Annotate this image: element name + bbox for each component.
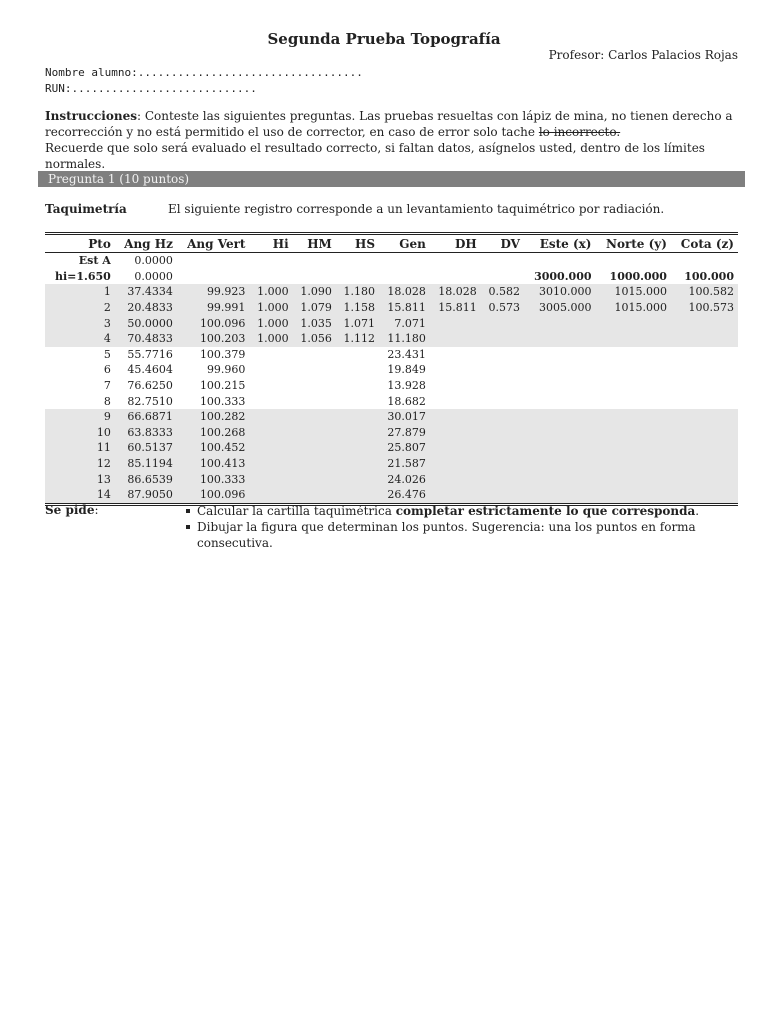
table-cell xyxy=(293,269,336,285)
table-cell: 55.7716 xyxy=(127,347,173,361)
table-cell xyxy=(336,269,379,285)
table-cell xyxy=(524,471,596,487)
table-cell: 1.180 xyxy=(336,284,379,300)
table-cell xyxy=(430,315,481,331)
table-cell xyxy=(249,471,292,487)
table-cell xyxy=(524,331,596,347)
table-cell xyxy=(430,269,481,285)
table-cell: 99.960 xyxy=(206,363,246,377)
table-cell xyxy=(481,425,524,441)
table-cell: 37.4334 xyxy=(115,284,177,300)
table-cell xyxy=(481,315,524,331)
table-cell: 25.807 xyxy=(379,440,430,456)
question-title: Pregunta 1 (10 puntos) xyxy=(48,172,190,186)
requirements-list xyxy=(186,503,768,551)
list-item xyxy=(186,503,768,519)
table-cell: 1000.000 xyxy=(609,269,667,283)
table-cell xyxy=(524,393,596,409)
table-cell xyxy=(430,331,481,347)
instructions xyxy=(45,108,735,172)
table-row xyxy=(45,440,738,456)
table-cell xyxy=(336,456,379,472)
table-cell: 85.1194 xyxy=(115,456,177,472)
table-cell xyxy=(524,315,596,331)
table-cell xyxy=(430,440,481,456)
table-cell xyxy=(430,487,481,504)
table-cell: 18.028 xyxy=(379,284,430,300)
table-cell xyxy=(336,471,379,487)
table-cell xyxy=(524,362,596,378)
table-cell xyxy=(379,253,430,269)
column-header: HS xyxy=(336,234,379,253)
column-header: DV xyxy=(481,234,524,253)
table-cell: 0.0000 xyxy=(134,269,173,283)
table-cell xyxy=(336,425,379,441)
table-cell xyxy=(293,378,336,394)
table-cell: 15.811 xyxy=(430,300,481,316)
table-cell: 9 xyxy=(45,409,115,425)
table-row xyxy=(45,362,738,378)
table-cell: 76.6250 xyxy=(127,379,173,393)
table-cell xyxy=(336,347,379,363)
table-cell: 1.000 xyxy=(249,331,292,347)
table-cell xyxy=(481,487,524,504)
table-cell: 19.849 xyxy=(387,363,426,377)
table-cell xyxy=(293,425,336,441)
table-cell: 1.035 xyxy=(293,315,336,331)
student-run-line: RUN:............................ xyxy=(45,82,257,95)
table-cell: 100.096 xyxy=(177,315,250,331)
table-cell: 6 xyxy=(103,363,111,377)
table-cell xyxy=(430,253,481,269)
table-cell: 27.879 xyxy=(379,425,430,441)
table-cell: 8 xyxy=(103,394,111,408)
table-cell: 1.158 xyxy=(336,300,379,316)
table-cell xyxy=(430,471,481,487)
table-cell xyxy=(671,347,738,363)
table-cell: 100.413 xyxy=(177,456,250,472)
table-cell xyxy=(596,362,671,378)
table-cell: 15.811 xyxy=(379,300,430,316)
table-cell xyxy=(177,269,250,285)
table-cell xyxy=(671,440,738,456)
table-cell xyxy=(249,253,292,269)
table-cell xyxy=(481,393,524,409)
column-header: DH xyxy=(430,234,481,253)
table-cell xyxy=(596,471,671,487)
table-row xyxy=(45,471,738,487)
table-cell: 3010.000 xyxy=(524,284,596,300)
table-cell xyxy=(293,347,336,363)
table-cell xyxy=(481,471,524,487)
section-description: El siguiente registro corresponde a un levantamiento taquimétrico por radiación. xyxy=(168,202,665,216)
table-cell xyxy=(524,456,596,472)
table-cell xyxy=(430,425,481,441)
requirements-label xyxy=(45,503,99,517)
survey-register-table xyxy=(45,232,738,506)
table-row xyxy=(45,409,738,425)
table-cell: hi=1.650 xyxy=(54,269,111,283)
table-cell xyxy=(249,378,292,394)
table-cell: 60.5137 xyxy=(115,440,177,456)
table-cell xyxy=(596,253,671,269)
page-title: Segunda Prueba Topografía xyxy=(267,30,501,48)
table-cell: 4 xyxy=(45,331,115,347)
table-row xyxy=(45,393,738,409)
table-row xyxy=(45,331,738,347)
section-label: Taquimetría xyxy=(45,202,127,216)
table-cell xyxy=(671,425,738,441)
table-cell xyxy=(293,253,336,269)
table-cell xyxy=(336,378,379,394)
table-cell xyxy=(596,331,671,347)
table-cell xyxy=(671,253,738,269)
table-cell: 3 xyxy=(45,315,115,331)
table-cell: 100.379 xyxy=(199,347,246,361)
table-cell xyxy=(596,393,671,409)
table-cell xyxy=(249,347,292,363)
table-cell xyxy=(336,393,379,409)
instructions-text: : Conteste las siguientes preguntas. Las pruebas resueltas con lápiz de mina, no tienen derecho a recorrección y no está permitido el uso de corrector, en caso de error solo tache xyxy=(45,109,733,139)
table-cell: 3000.000 xyxy=(534,269,592,283)
table-cell xyxy=(430,409,481,425)
requirements-colon: : xyxy=(94,503,99,517)
table-cell xyxy=(177,253,250,269)
table-cell: 1015.000 xyxy=(596,300,671,316)
column-header: HM xyxy=(293,234,336,253)
table-cell xyxy=(430,347,481,363)
table-cell: 82.7510 xyxy=(127,394,173,408)
table-cell: 1.112 xyxy=(336,331,379,347)
table-cell xyxy=(524,347,596,363)
table-cell xyxy=(430,362,481,378)
table-cell: 100.215 xyxy=(199,379,246,393)
table-cell: 2 xyxy=(45,300,115,316)
table-cell xyxy=(671,378,738,394)
table-row xyxy=(45,456,738,472)
table-cell: 13 xyxy=(45,471,115,487)
table-cell: 3005.000 xyxy=(524,300,596,316)
column-header: Este (x) xyxy=(524,234,596,253)
table-cell xyxy=(481,331,524,347)
table-header-row xyxy=(45,234,738,253)
requirement-1-end: . xyxy=(695,504,700,518)
table-cell xyxy=(596,425,671,441)
table-row xyxy=(45,284,738,300)
table-cell: 12 xyxy=(45,456,115,472)
table-cell xyxy=(430,456,481,472)
table-cell: 0.0000 xyxy=(134,254,173,268)
table-cell: 10 xyxy=(45,425,115,441)
table-cell xyxy=(293,440,336,456)
table-row xyxy=(45,378,738,394)
table-cell: 14 xyxy=(45,487,115,504)
column-header: Cota (z) xyxy=(671,234,738,253)
table-cell: 11 xyxy=(45,440,115,456)
table-cell: 99.991 xyxy=(177,300,250,316)
instructions-label: Instrucciones xyxy=(45,109,137,123)
instructions-strike-text: lo incorrecto. xyxy=(538,125,621,139)
question-bar xyxy=(38,171,745,187)
column-header: Hi xyxy=(249,234,292,253)
table-cell xyxy=(293,393,336,409)
table-cell: 20.4833 xyxy=(115,300,177,316)
table-cell: 87.9050 xyxy=(115,487,177,504)
table-cell: 1.000 xyxy=(249,284,292,300)
table-cell: 100.096 xyxy=(177,487,250,504)
instructions-note: Recuerde que solo será evaluado el resultado correcto, si faltan datos, asígnelos usted, dentro de los límites normales. xyxy=(45,141,705,171)
table-cell: 63.8333 xyxy=(115,425,177,441)
table-cell xyxy=(430,378,481,394)
bullet-icon xyxy=(186,509,190,513)
table-cell xyxy=(249,487,292,504)
table-body xyxy=(45,253,738,505)
column-header: Ang Hz xyxy=(115,234,177,253)
table-cell xyxy=(671,487,738,504)
table-cell xyxy=(481,347,524,363)
column-header: Ang Vert xyxy=(177,234,250,253)
student-name-line: Nombre alumno:.................................. xyxy=(45,66,363,79)
table-cell xyxy=(596,378,671,394)
table-cell xyxy=(671,362,738,378)
table-cell xyxy=(293,471,336,487)
table-cell xyxy=(249,393,292,409)
table-cell: 18.028 xyxy=(430,284,481,300)
table-cell: 100.000 xyxy=(684,269,734,283)
table-cell: 26.476 xyxy=(379,487,430,504)
table-cell: 30.017 xyxy=(379,409,430,425)
table-cell xyxy=(671,471,738,487)
table-cell xyxy=(249,456,292,472)
table-cell xyxy=(249,440,292,456)
table-cell: 7 xyxy=(103,379,111,393)
table-cell xyxy=(293,487,336,504)
table-cell xyxy=(481,378,524,394)
table-cell: 100.203 xyxy=(177,331,250,347)
table-cell xyxy=(293,362,336,378)
table-cell xyxy=(379,269,430,285)
table-cell xyxy=(336,440,379,456)
table-cell: 100.333 xyxy=(199,394,246,408)
table-cell: 5 xyxy=(103,347,111,361)
table-cell: 100.282 xyxy=(177,409,250,425)
table-cell: 99.923 xyxy=(177,284,250,300)
table-row xyxy=(45,253,738,269)
table-cell: 1.000 xyxy=(249,315,292,331)
table-cell: 100.582 xyxy=(671,284,738,300)
table-cell xyxy=(596,440,671,456)
table-cell: 0.573 xyxy=(481,300,524,316)
table-cell xyxy=(671,393,738,409)
table-cell xyxy=(249,269,292,285)
table-cell xyxy=(481,362,524,378)
table-cell xyxy=(481,409,524,425)
table-cell xyxy=(524,253,596,269)
table-cell xyxy=(481,440,524,456)
table-cell: 13.928 xyxy=(387,379,426,393)
table-cell: 1.079 xyxy=(293,300,336,316)
table-cell: 1.056 xyxy=(293,331,336,347)
table-cell xyxy=(293,456,336,472)
table-cell: 23.431 xyxy=(387,347,426,361)
column-header: Pto xyxy=(45,234,115,253)
table-row xyxy=(45,315,738,331)
column-header: Gen xyxy=(379,234,430,253)
table-cell: 70.4833 xyxy=(115,331,177,347)
table-cell xyxy=(596,409,671,425)
table-cell xyxy=(430,393,481,409)
table-cell: 24.026 xyxy=(379,471,430,487)
table-cell xyxy=(671,409,738,425)
table-cell xyxy=(524,409,596,425)
table-cell: 0.582 xyxy=(481,284,524,300)
table-cell xyxy=(671,456,738,472)
table-cell xyxy=(336,409,379,425)
table-cell xyxy=(249,425,292,441)
table-cell: 11.180 xyxy=(379,331,430,347)
table-cell xyxy=(524,487,596,504)
table-row xyxy=(45,425,738,441)
table-cell xyxy=(596,347,671,363)
requirements-label-text: Se pide xyxy=(45,503,95,517)
table-cell xyxy=(481,456,524,472)
table-cell xyxy=(249,409,292,425)
table-cell: 86.6539 xyxy=(115,471,177,487)
table-cell: 1.000 xyxy=(249,300,292,316)
table-row xyxy=(45,347,738,363)
table-cell xyxy=(336,487,379,504)
table-cell: 100.452 xyxy=(177,440,250,456)
table-cell xyxy=(293,409,336,425)
table-cell xyxy=(671,331,738,347)
table-cell: 45.4604 xyxy=(127,363,173,377)
column-header: Norte (y) xyxy=(596,234,671,253)
table-cell xyxy=(336,253,379,269)
table-cell: 18.682 xyxy=(387,394,426,408)
requirement-2-text: Dibujar la figura que determinan los puntos. Sugerencia: una los puntos en forma consecutiva. xyxy=(197,520,696,550)
list-item xyxy=(186,519,768,551)
table-cell: 1015.000 xyxy=(596,284,671,300)
professor-name: Profesor: Carlos Palacios Rojas xyxy=(548,48,738,62)
table-row xyxy=(45,300,738,316)
requirement-1-text: Calcular la cartilla taquimétrica xyxy=(197,504,396,518)
table-cell xyxy=(336,362,379,378)
table-cell: 21.587 xyxy=(379,456,430,472)
table-cell xyxy=(596,487,671,504)
table-cell: 100.573 xyxy=(671,300,738,316)
table-cell xyxy=(524,378,596,394)
table-cell xyxy=(524,440,596,456)
table-cell: 1.071 xyxy=(336,315,379,331)
table-cell: 50.0000 xyxy=(115,315,177,331)
requirement-1-bold: completar estrictamente lo que corresponda xyxy=(395,504,696,518)
table-cell xyxy=(524,425,596,441)
table-cell: 66.6871 xyxy=(115,409,177,425)
table-row xyxy=(45,269,738,285)
table-cell xyxy=(481,253,524,269)
bullet-icon xyxy=(186,525,190,529)
table-row xyxy=(45,487,738,504)
table-cell xyxy=(596,456,671,472)
table-cell: 100.268 xyxy=(177,425,250,441)
table-cell: 100.333 xyxy=(177,471,250,487)
table-cell xyxy=(671,315,738,331)
table-cell: 1 xyxy=(45,284,115,300)
table-cell: 1.090 xyxy=(293,284,336,300)
table-cell xyxy=(596,315,671,331)
table-cell: Est A xyxy=(78,254,111,268)
table-cell xyxy=(249,362,292,378)
table-cell: 7.071 xyxy=(379,315,430,331)
table-cell xyxy=(481,269,524,285)
